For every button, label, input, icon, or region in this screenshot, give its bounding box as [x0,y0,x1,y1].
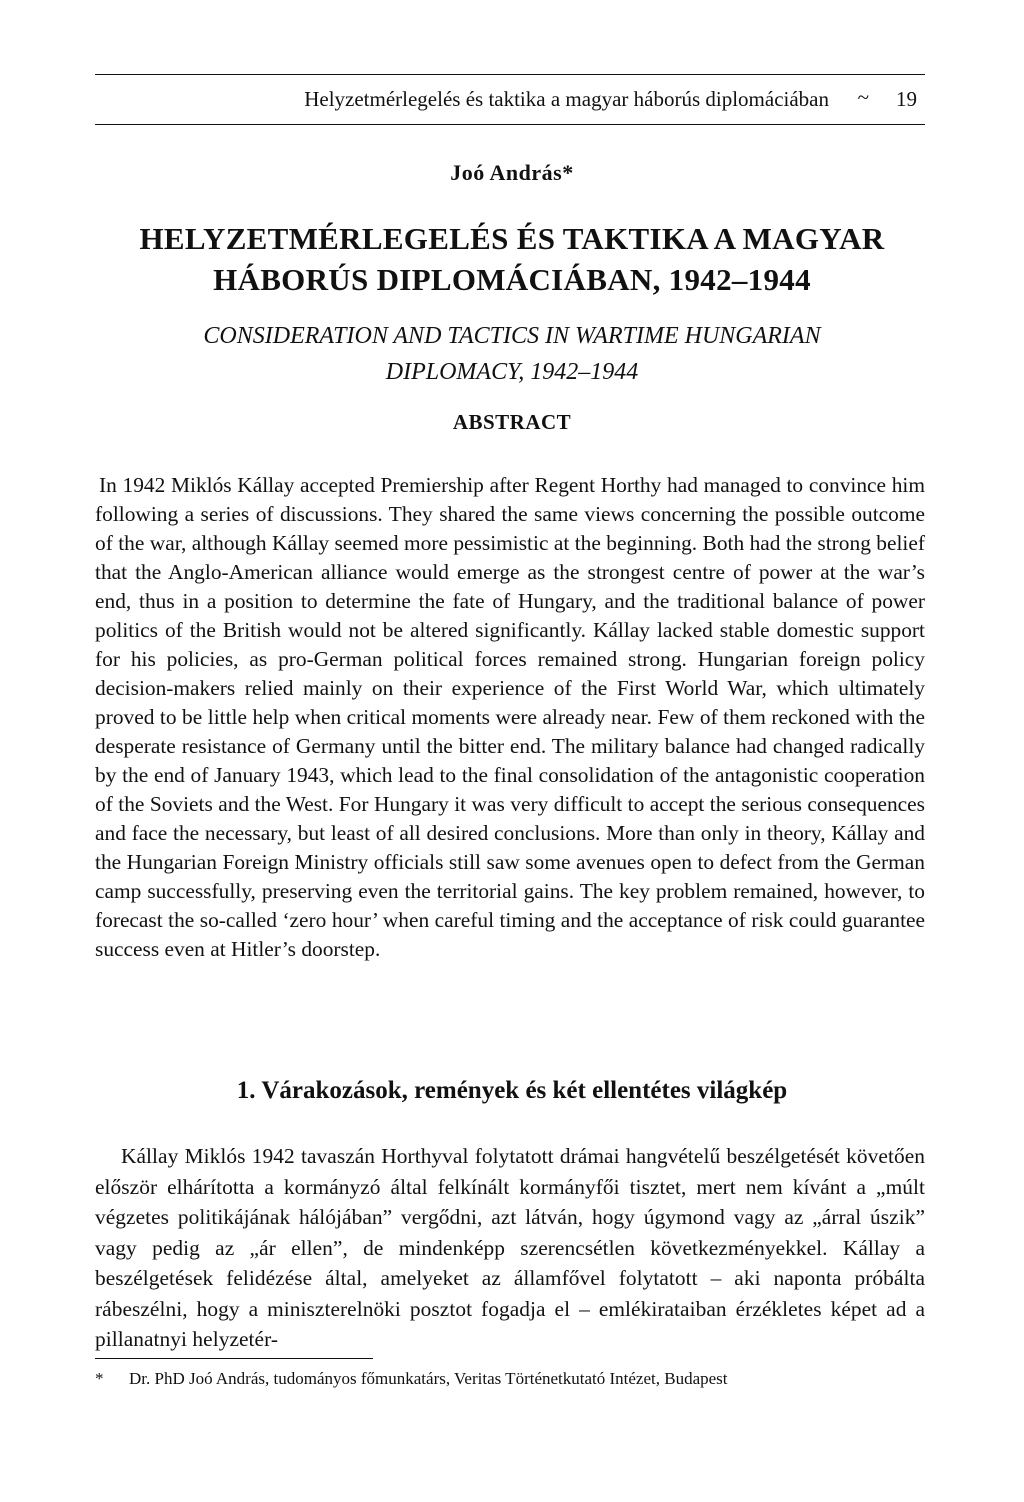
article-title-line-1: HELYZETMÉRLEGELÉS ÉS TAKTIKA A MAGYAR [139,221,885,256]
running-head [95,74,925,125]
footnote-text: Dr. PhD Joó András, tudományos főmunkatárs, Veritas Történetkutató Intézet, Budapest [129,1369,728,1388]
footnote-mark: * [95,1369,104,1388]
article-subtitle [60,318,964,390]
running-head-title: Helyzetmérlegelés és taktika a magyar háborús diplomáciában [304,87,829,111]
article-subtitle-line-1: CONSIDERATION AND TACTICS IN WARTIME HUNGARIAN [203,323,821,349]
abstract-paragraph: In 1942 Miklós Kállay accepted Premiership after Regent Horthy had managed to convince him following a series of discussions. They shared the same views concerning the possible outcome of the war, although Kállay seemed more pessimistic at the beginning. Both had the strong belief that the Anglo-American alliance would emerge as the strongest centre of power at the war’s end, thus in a position to determine the fate of Hungary, and the traditional balance of power politics of the British would not be altered significantly. Kállay lacked stable domestic support for his policies, as pro-German political forces remained strong. Hungarian foreign policy decision-makers relied mainly on their experience of the First World War, which ultimately proved to be little help when critical moments were already near. Few of them reckoned with the desperate resistance of Germany until the bitter end. The military balance had changed radically by the end of January 1943, which lead to the final consolidation of the antagonistic cooperation of the Soviets and the West. For Hungary it was very difficult to accept the serious consequences and face the necessary, but least of all desired conclusions. More than only in theory, Kállay and the Hungarian Foreign Ministry officials still saw some avenues open to defect from the German camp successfully, preserving even the territorial gains. The key problem remained, however, to forecast the so-called ‘zero hour’ when careful timing and the acceptance of risk could guarantee success even at Hitler’s doorstep. [95,473,925,961]
running-head-separator: ~ [857,85,869,109]
footnote [95,1368,925,1390]
article-subtitle-line-2: DIPLOMACY, 1942–1944 [385,359,639,385]
article-title [60,218,964,300]
section-paragraph: Kállay Miklós 1942 tavaszán Horthyval folytatott drámai hangvételű beszélgetését követően először elhárította a kormányzó által felkínált kormányfői tisztet, mert nem kívánt a „múlt végzetes politikájának hálójában” vergődni, azt látván, hogy úgymond vagy az „árral úszik” vagy pedig az „ár ellen”, de mindenképp szerencsétlen következményekkel. Kállay a beszélgetések felidézése által, amelyeket az államfővel folytatott – aki naponta próbálta rábeszélni, hogy a miniszterelnöki posztot fogadja el – emlékirataiban érzékletes képet ad a pillanatnyi helyzetér- [95,1144,925,1351]
author-name: Joó András* [450,160,574,185]
page-number: 19 [896,87,917,111]
footnote-divider [95,1358,373,1359]
abstract-heading: ABSTRACT [452,410,572,434]
section-heading: 1. Várakozások, remények és két ellentétes világkép [236,1077,788,1104]
article-title-line-2: HÁBORÚS DIPLOMÁCIÁBAN, 1942–1944 [213,262,811,297]
